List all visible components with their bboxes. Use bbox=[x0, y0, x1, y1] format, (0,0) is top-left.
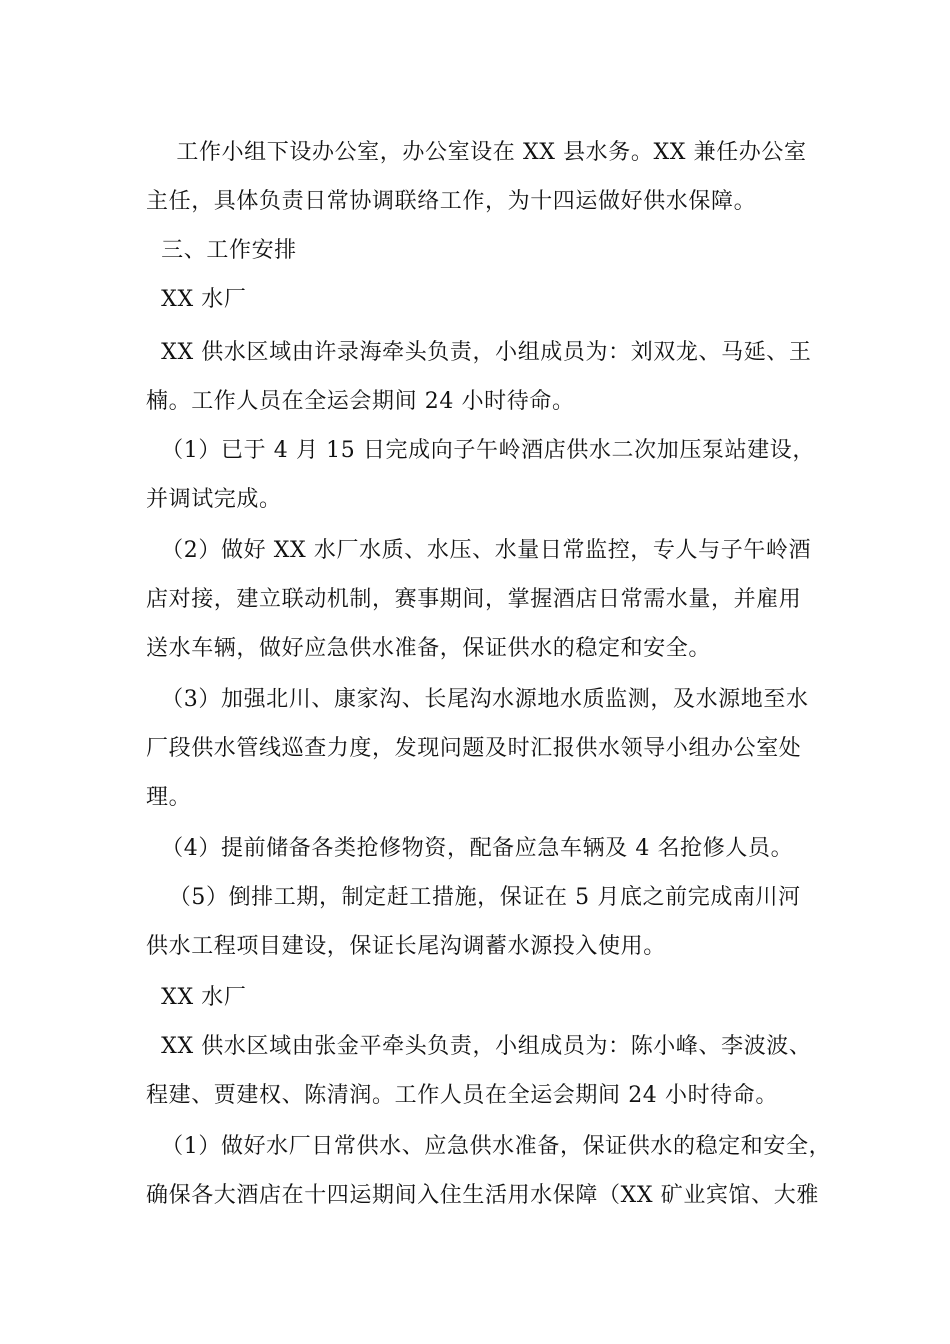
text-line: 理。 bbox=[146, 785, 192, 810]
text-line: 楠。工作人员在全运会期间 24 小时待命。 bbox=[146, 389, 575, 414]
text-line: XX 供水区域由许录海牵头负责，小组成员为：刘双龙、马延、王 bbox=[146, 340, 812, 365]
text-line: XX 供水区域由张金平牵头负责，小组成员为：陈小峰、李波波、 bbox=[146, 1034, 812, 1059]
text-line: 主任，具体负责日常协调联络工作，为十四运做好供水保障。 bbox=[146, 189, 757, 214]
text-line: （4）提前储备各类抢修物资，配备应急车辆及 4 名抢修人员。 bbox=[146, 836, 794, 861]
subsection-heading: XX 水厂 bbox=[146, 287, 247, 312]
text-line: （1）做好水厂日常供水、应急供水准备，保证供水的稳定和安全， bbox=[146, 1134, 832, 1159]
text-line: （5）倒排工期，制定赶工措施，保证在 5 月底之前完成南川河 bbox=[146, 885, 801, 910]
section-heading: 三、工作安排 bbox=[146, 238, 297, 263]
text-line: （1）已于 4 月 15 日完成向子午岭酒店供水二次加压泵站建设， bbox=[146, 438, 815, 463]
text-line: 程建、贾建权、陈清润。工作人员在全运会期间 24 小时待命。 bbox=[146, 1083, 778, 1108]
text-line: 确保各大酒店在十四运期间入住生活用水保障（XX 矿业宾馆、大雅 bbox=[146, 1183, 819, 1208]
text-line: （3）加强北川、康家沟、长尾沟水源地水质监测，及水源地至水 bbox=[146, 687, 809, 712]
text-line: 工作小组下设办公室，办公室设在 XX 县水务。XX 兼任办公室 bbox=[146, 140, 807, 165]
text-line: （2）做好 XX 水厂水质、水压、水量日常监控，专人与子午岭酒 bbox=[146, 538, 812, 563]
text-line: 店对接，建立联动机制，赛事期间，掌握酒店日常需水量，并雇用 bbox=[146, 587, 802, 612]
text-line: 厂段供水管线巡查力度，发现问题及时汇报供水领导小组办公室处 bbox=[146, 736, 802, 761]
text-line: 供水工程项目建设，保证长尾沟调蓄水源投入使用。 bbox=[146, 934, 666, 959]
subsection-heading: XX 水厂 bbox=[146, 985, 247, 1010]
text-line: 送水车辆，做好应急供水准备，保证供水的稳定和安全。 bbox=[146, 636, 712, 661]
text-line: 并调试完成。 bbox=[146, 487, 282, 512]
